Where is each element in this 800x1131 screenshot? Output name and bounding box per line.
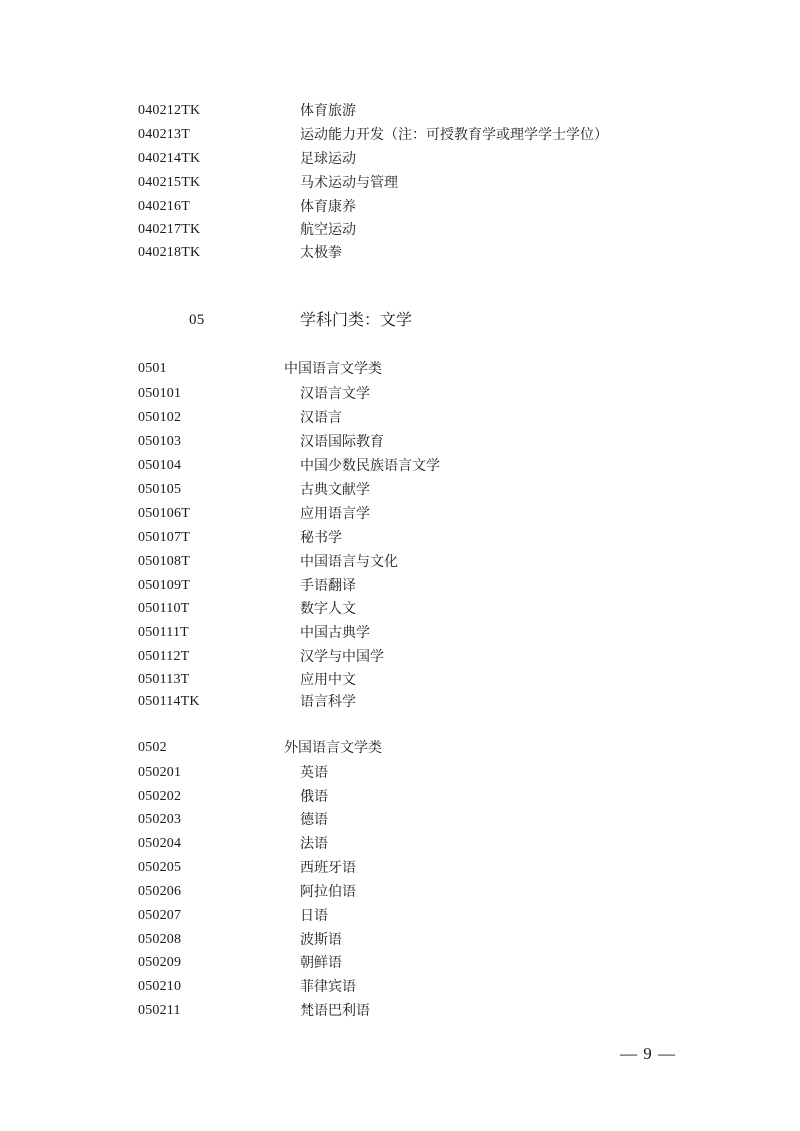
major-name: 马术运动与管理 [300,175,398,191]
major-code: 050112T [138,649,190,664]
major-code: 050209 [138,955,182,970]
major-name: 体育旅游 [300,103,356,119]
major-name: 汉语言文学 [300,386,370,402]
list-item [0,951,800,975]
category-heading [0,306,800,334]
major-name: 航空运动 [300,222,356,238]
major-name: 应用语言学 [300,506,370,522]
major-name: 应用中文 [300,672,356,688]
category-code: 05 [189,312,205,328]
list-item [0,597,800,621]
major-name: 手语翻译 [300,578,356,594]
group-heading [0,736,800,760]
major-code: 050202 [138,789,182,804]
major-name: 秘书学 [300,530,342,546]
major-code: 050101 [138,386,182,401]
page-number: — 9 — [620,1044,676,1063]
major-name: 足球运动 [300,151,356,167]
major-code: 050105 [138,482,182,497]
group-code: 0501 [138,361,167,376]
major-name: 阿拉伯语 [300,884,356,900]
major-name: 英语 [300,765,328,781]
major-code: 050201 [138,765,182,780]
major-code: 050205 [138,860,182,875]
major-code: 040216T [138,199,190,214]
list-item [0,123,800,147]
major-name: 朝鲜语 [300,955,342,971]
major-code: 050113T [138,672,190,687]
list-item [0,928,800,952]
major-name: 数字人文 [300,601,356,617]
group-name: 中国语言文学类 [284,361,382,377]
list-item [0,99,800,123]
major-code: 050102 [138,410,182,425]
major-code: 050103 [138,434,182,449]
major-name: 波斯语 [300,932,342,948]
list-item [0,574,800,598]
list-item [0,478,800,502]
list-item [0,880,800,904]
major-code: 050207 [138,908,182,923]
major-name: 西班牙语 [300,860,356,876]
list-item [0,645,800,669]
major-name: 菲律宾语 [300,979,356,995]
major-code: 040215TK [138,175,201,190]
major-code: 050108T [138,554,190,569]
list-item [0,550,800,574]
major-code: 050106T [138,506,190,521]
major-code: 050109T [138,578,190,593]
group-code: 0502 [138,740,167,755]
major-name: 中国古典学 [300,625,370,641]
major-code: 050210 [138,979,182,994]
category-title: 学科门类：文学 [300,310,413,329]
major-name: 体育康养 [300,199,356,215]
group-name: 外国语言文学类 [284,740,382,756]
major-name: 中国少数民族语言文学 [300,458,440,474]
major-name: 日语 [300,908,328,924]
major-code: 050107T [138,530,190,545]
list-item [0,904,800,928]
list-item [0,454,800,478]
major-name: 太极拳 [300,245,342,261]
major-name: 汉语国际教育 [300,434,384,450]
major-name: 汉学与中国学 [300,649,384,665]
major-name: 运动能力开发（注：可授教育学或理学学士学位） [300,127,608,143]
list-item [0,999,800,1023]
major-code: 040213T [138,127,190,142]
major-name: 语言科学 [300,694,356,710]
list-item [0,430,800,454]
list-item [0,668,800,692]
major-code: 050211 [138,1003,181,1018]
major-name: 梵语巴利语 [300,1003,370,1019]
group-heading [0,357,800,381]
major-code: 050204 [138,836,182,851]
major-name: 德语 [300,812,328,828]
major-code: 040217TK [138,222,201,237]
list-item [0,761,800,785]
list-item [0,218,800,242]
major-code: 050114TK [138,694,200,709]
major-code: 040214TK [138,151,201,166]
list-item [0,832,800,856]
list-item [0,147,800,171]
list-item [0,856,800,880]
major-code: 050104 [138,458,182,473]
major-name: 中国语言与文化 [300,554,398,570]
major-name: 汉语言 [300,410,342,426]
list-item [0,526,800,550]
list-item [0,690,800,714]
list-item [0,406,800,430]
major-name: 法语 [300,836,328,852]
major-name: 古典文献学 [300,482,370,498]
list-item [0,975,800,999]
major-code: 040212TK [138,103,201,118]
major-code: 040218TK [138,245,201,260]
list-item [0,241,800,265]
list-item [0,195,800,219]
list-item [0,808,800,832]
list-item [0,502,800,526]
major-code: 050203 [138,812,182,827]
major-code: 050110T [138,601,190,616]
major-code: 050208 [138,932,182,947]
major-code: 050111T [138,625,189,640]
list-item [0,382,800,406]
list-item [0,621,800,645]
list-item [0,171,800,195]
major-code: 050206 [138,884,182,899]
list-item [0,785,800,809]
major-name: 俄语 [300,789,328,805]
